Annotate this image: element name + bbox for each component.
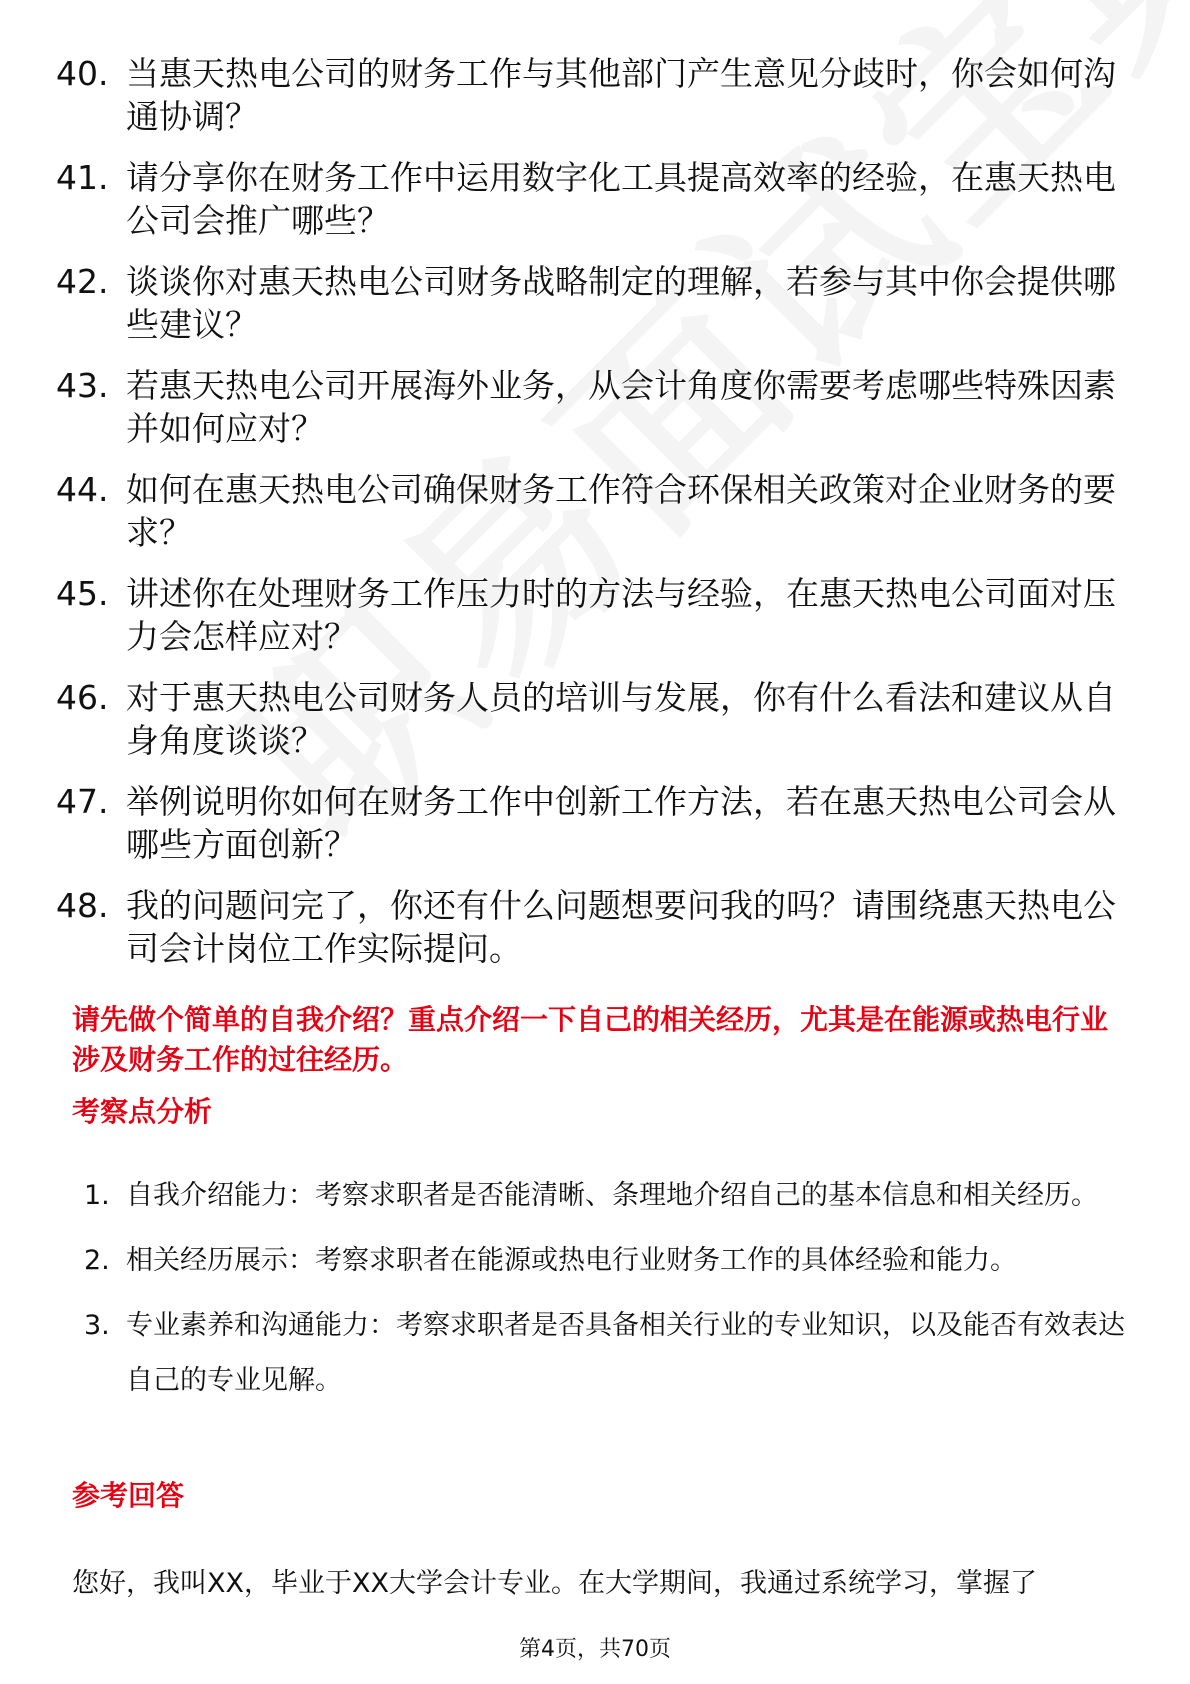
question-text: 若惠天热电公司开展海外业务，从会计角度你需要考虑哪些特殊因素并如何应对？ bbox=[126, 366, 1116, 448]
question-item bbox=[56, 52, 1136, 138]
question-item bbox=[56, 676, 1136, 762]
analysis-list bbox=[84, 1168, 1134, 1418]
analysis-item bbox=[84, 1233, 1134, 1288]
question-text: 举例说明你如何在财务工作中创新工作方法，若在惠天热电公司会从哪些方面创新？ bbox=[126, 782, 1116, 864]
question-number: 48. bbox=[56, 886, 109, 925]
question-number: 44. bbox=[56, 470, 109, 509]
analysis-text: 专业素养和沟通能力：考察求职者是否具备相关行业的专业知识，以及能否有效表达自己的专业见解。 bbox=[126, 1310, 1125, 1396]
analysis-number: 2. bbox=[84, 1245, 110, 1276]
question-text: 如何在惠天热电公司确保财务工作符合环保相关政策对企业财务的要求？ bbox=[126, 470, 1116, 552]
question-number: 41. bbox=[56, 158, 109, 197]
analysis-text: 相关经历展示：考察求职者在能源或热电行业财务工作的具体经验和能力。 bbox=[126, 1245, 1017, 1276]
analysis-number: 3. bbox=[84, 1310, 110, 1341]
question-item bbox=[56, 780, 1136, 866]
question-text: 请分享你在财务工作中运用数字化工具提高效率的经验，在惠天热电公司会推广哪些？ bbox=[126, 158, 1116, 240]
question-item bbox=[56, 364, 1136, 450]
analysis-item bbox=[84, 1298, 1134, 1408]
question-item bbox=[56, 884, 1136, 970]
question-item bbox=[56, 572, 1136, 658]
question-number: 42. bbox=[56, 262, 109, 301]
question-list bbox=[56, 52, 1136, 988]
analysis-number: 1. bbox=[84, 1180, 110, 1211]
question-number: 45. bbox=[56, 574, 109, 613]
question-item bbox=[56, 156, 1136, 242]
page-footer: 第4页，共70页 bbox=[519, 1637, 671, 1662]
question-text: 当惠天热电公司的财务工作与其他部门产生意见分歧时，你会如何沟通协调？ bbox=[126, 54, 1116, 136]
question-item bbox=[56, 260, 1136, 346]
question-number: 47. bbox=[56, 782, 109, 821]
question-text: 我的问题问完了，你还有什么问题想要问我的吗？请围绕惠天热电公司会计岗位工作实际提问。 bbox=[126, 886, 1116, 968]
analysis-item bbox=[84, 1168, 1134, 1223]
analysis-text: 自我介绍能力：考察求职者是否能清晰、条理地介绍自己的基本信息和相关经历。 bbox=[126, 1180, 1098, 1211]
question-number: 46. bbox=[56, 678, 109, 717]
answer-paragraph: 您好，我叫XX，毕业于XX大学会计专业。在大学期间，我通过系统学习，掌握了 bbox=[72, 1568, 1037, 1599]
question-number: 40. bbox=[56, 54, 109, 93]
highlight-question: 请先做个简单的自我介绍？重点介绍一下自己的相关经历，尤其是在能源或热电行业涉及财务工作的过往经历。 bbox=[72, 1003, 1109, 1076]
analysis-heading: 考察点分析 bbox=[72, 1095, 213, 1128]
answer-heading: 参考回答 bbox=[72, 1479, 185, 1512]
question-text: 谈谈你对惠天热电公司财务战略制定的理解，若参与其中你会提供哪些建议？ bbox=[126, 262, 1116, 344]
question-text: 对于惠天热电公司财务人员的培训与发展，你有什么看法和建议从自身角度谈谈？ bbox=[126, 678, 1116, 760]
question-item bbox=[56, 468, 1136, 554]
question-number: 43. bbox=[56, 366, 109, 405]
question-text: 讲述你在处理财务工作压力时的方法与经验，在惠天热电公司面对压力会怎样应对？ bbox=[126, 574, 1116, 656]
